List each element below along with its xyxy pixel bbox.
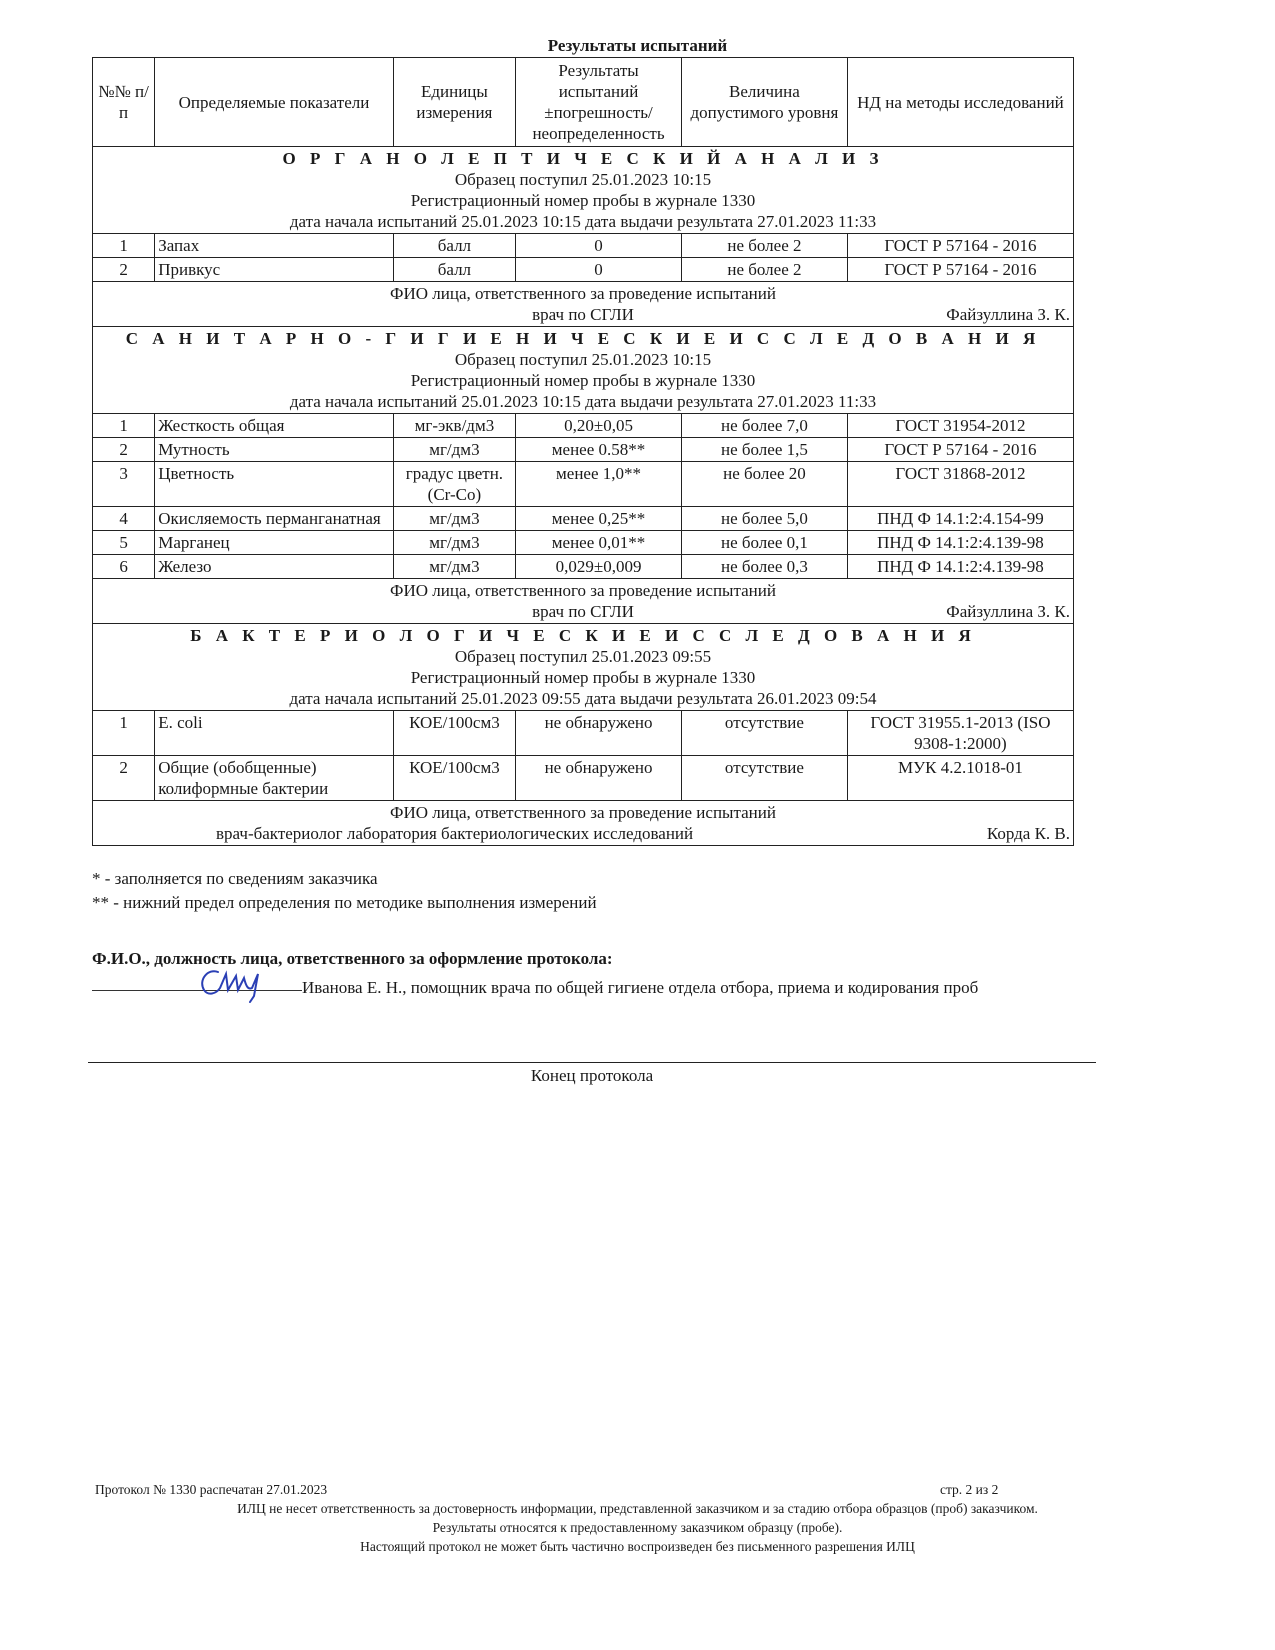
column-header: Величина допустимого уровня [681, 58, 847, 147]
table-cell: ГОСТ 31954-2012 [847, 414, 1073, 438]
footer-disclaimer: ИЛЦ не несет ответственность за достоверность информации, представленной заказчиком и за стадию отбора образцов (проб) заказчиком. [237, 1501, 1038, 1516]
table-cell: не более 1,5 [681, 438, 847, 462]
table-cell: Запах [155, 234, 394, 258]
responsible-name: Файзуллина З. К. [946, 602, 1071, 621]
table-cell: 1 [93, 711, 155, 756]
table-header-row [93, 58, 1074, 147]
table-row [93, 756, 1074, 801]
footnote-lower-limit: ** - нижний предел определения по методике выполнения измерений [92, 893, 597, 912]
section-header [93, 327, 1074, 414]
table-row [93, 531, 1074, 555]
table-row [93, 414, 1074, 438]
spacer [96, 601, 532, 622]
table-cell: 5 [93, 531, 155, 555]
handwritten-signature [190, 960, 270, 1004]
table-row [93, 438, 1074, 462]
column-header: НД на методы исследований [847, 58, 1073, 147]
table-cell: менее 0,01** [516, 531, 682, 555]
responsible-label: ФИО лица, ответственного за проведение испытаний [390, 284, 776, 303]
table-cell: менее 1,0** [516, 462, 682, 507]
table-cell: Привкус [155, 258, 394, 282]
table-cell: ГОСТ Р 57164 - 2016 [847, 438, 1073, 462]
responsible-position: врач по СГЛИ [532, 305, 634, 324]
responsible-row [93, 579, 1074, 624]
table-cell: менее 0.58** [516, 438, 682, 462]
responsible-label: ФИО лица, ответственного за проведение испытаний [390, 581, 776, 600]
responsible-line [96, 304, 1070, 325]
responsible-cell [93, 801, 1074, 846]
table-cell: 2 [93, 756, 155, 801]
table-cell: ГОСТ Р 57164 - 2016 [847, 234, 1073, 258]
signature-heading: Ф.И.О., должность лица, ответственного за оформление протокола: [92, 949, 613, 968]
table-row [93, 462, 1074, 507]
column-header: №№ п/п [93, 58, 155, 147]
table-cell: мг/дм3 [393, 531, 515, 555]
table-cell: Железо [155, 555, 394, 579]
table-cell: 0 [516, 234, 682, 258]
table-cell: мг/дм3 [393, 555, 515, 579]
test-dates: дата начала испытаний 25.01.2023 09:55 дата выдачи результата 26.01.2023 09:54 [289, 689, 877, 708]
responsible-cell [93, 282, 1074, 327]
section-title: Б А К Т Е Р И О Л О Г И Ч Е С К И Е И С С Л Е Д О В А Н И Я [190, 626, 976, 645]
table-cell: ПНД Ф 14.1:2:4.139-98 [847, 555, 1073, 579]
spacer [96, 823, 216, 844]
table-cell: мг/дм3 [393, 438, 515, 462]
table-cell: 2 [93, 438, 155, 462]
page-title: Результаты испытаний [547, 36, 728, 55]
footer-reproduction-note: Настоящий протокол не может быть частично воспроизведен без письменного разрешения ИЛЦ [360, 1539, 915, 1554]
responsible-name: Корда К. В. [986, 824, 1070, 843]
table-cell: КОЕ/100см3 [393, 756, 515, 801]
table-cell: не более 2 [681, 234, 847, 258]
table-cell: отсутствие [681, 756, 847, 801]
table-cell: 6 [93, 555, 155, 579]
table-cell: Цветность [155, 462, 394, 507]
table-cell: 0,20±0,05 [516, 414, 682, 438]
table-cell: балл [393, 234, 515, 258]
responsible-line [96, 823, 1070, 844]
table-row [93, 258, 1074, 282]
section-header [93, 624, 1074, 711]
table-row [93, 507, 1074, 531]
sample-received: Образец поступил 25.01.2023 10:15 [454, 170, 712, 189]
spacer [96, 304, 532, 325]
end-of-protocol: Конец протокола [530, 1066, 654, 1085]
table-cell: не более 0,1 [681, 531, 847, 555]
registration-number: Регистрационный номер пробы в журнале 1330 [410, 371, 756, 390]
column-header: Определяемые показатели [155, 58, 394, 147]
table-cell: не более 0,3 [681, 555, 847, 579]
table-row [93, 234, 1074, 258]
table-cell: не обнаружено [516, 711, 682, 756]
table-cell: мг-экв/дм3 [393, 414, 515, 438]
results-table [92, 57, 1074, 846]
responsible-position: врач по СГЛИ [532, 602, 634, 621]
table-cell: не обнаружено [516, 756, 682, 801]
section-title: О Р Г А Н О Л Е П Т И Ч Е С К И Й А Н А Л И З [282, 149, 884, 168]
column-header: Единицы измерения [393, 58, 515, 147]
responsible-cell [93, 579, 1074, 624]
responsible-row [93, 801, 1074, 846]
table-cell: ГОСТ Р 57164 - 2016 [847, 258, 1073, 282]
table-cell: 2 [93, 258, 155, 282]
section-header [93, 147, 1074, 234]
table-cell: не более 7,0 [681, 414, 847, 438]
table-cell: Жесткость общая [155, 414, 394, 438]
table-cell: E. coli [155, 711, 394, 756]
table-cell: мг/дм3 [393, 507, 515, 531]
responsible-row [93, 282, 1074, 327]
section-header-row [93, 624, 1074, 711]
footer-page-number: стр. 2 из 2 [940, 1482, 999, 1497]
table-cell: ГОСТ 31955.1-2013 (ISO 9308-1:2000) [847, 711, 1073, 756]
table-cell: 3 [93, 462, 155, 507]
table-cell: балл [393, 258, 515, 282]
footnote-customer: * - заполняется по сведениям заказчика [92, 869, 378, 888]
table-cell: 0,029±0,009 [516, 555, 682, 579]
responsible-label: ФИО лица, ответственного за проведение испытаний [390, 803, 776, 822]
table-cell: 1 [93, 234, 155, 258]
table-cell: ГОСТ 31868-2012 [847, 462, 1073, 507]
table-cell: Мутность [155, 438, 394, 462]
table-cell: не более 2 [681, 258, 847, 282]
table-cell: ПНД Ф 14.1:2:4.154-99 [847, 507, 1073, 531]
table-cell: КОЕ/100см3 [393, 711, 515, 756]
table-cell: не более 20 [681, 462, 847, 507]
table-cell: не более 5,0 [681, 507, 847, 531]
test-dates: дата начала испытаний 25.01.2023 10:15 дата выдачи результата 27.01.2023 11:33 [289, 212, 877, 231]
footer-protocol-info: Протокол № 1330 распечатан 27.01.2023 [95, 1482, 328, 1497]
responsible-position: врач-бактериолог лаборатория бактериологических исследований [216, 824, 694, 843]
end-rule [88, 1062, 1096, 1063]
section-header-row [93, 327, 1074, 414]
table-row [93, 555, 1074, 579]
table-row [93, 711, 1074, 756]
footer-sample-note: Результаты относятся к предоставленному заказчиком образцу (пробе). [432, 1520, 843, 1535]
responsible-line [96, 601, 1070, 622]
table-cell: менее 0,25** [516, 507, 682, 531]
column-header: Результаты испытаний ±погрешность/ неопределенность [516, 58, 682, 147]
table-cell: 0 [516, 258, 682, 282]
table-cell: 4 [93, 507, 155, 531]
registration-number: Регистрационный номер пробы в журнале 1330 [410, 191, 756, 210]
table-cell: 1 [93, 414, 155, 438]
table-cell: Марганец [155, 531, 394, 555]
section-title: С А Н И Т А Р Н О - Г И Г И Е Н И Ч Е С К И Е И С С Л Е Д О В А Н И Я [125, 329, 1041, 348]
registration-number: Регистрационный номер пробы в журнале 1330 [410, 668, 756, 687]
test-dates: дата начала испытаний 25.01.2023 10:15 дата выдачи результата 27.01.2023 11:33 [289, 392, 877, 411]
table-cell: Окисляемость перманганатная [155, 507, 394, 531]
table-cell: градус цветн.(Cr-Co) [393, 462, 515, 507]
signature-text: Иванова Е. Н., помощник врача по общей гигиене отдела отбора, приема и кодирования проб [302, 978, 979, 997]
section-header-row [93, 147, 1074, 234]
sample-received: Образец поступил 25.01.2023 10:15 [454, 350, 712, 369]
responsible-name: Файзуллина З. К. [946, 305, 1071, 324]
table-cell: МУК 4.2.1018-01 [847, 756, 1073, 801]
table-cell: ПНД Ф 14.1:2:4.139-98 [847, 531, 1073, 555]
sample-received: Образец поступил 25.01.2023 09:55 [454, 647, 712, 666]
table-cell: Общие (обобщенные) колиформные бактерии [155, 756, 394, 801]
table-cell: отсутствие [681, 711, 847, 756]
